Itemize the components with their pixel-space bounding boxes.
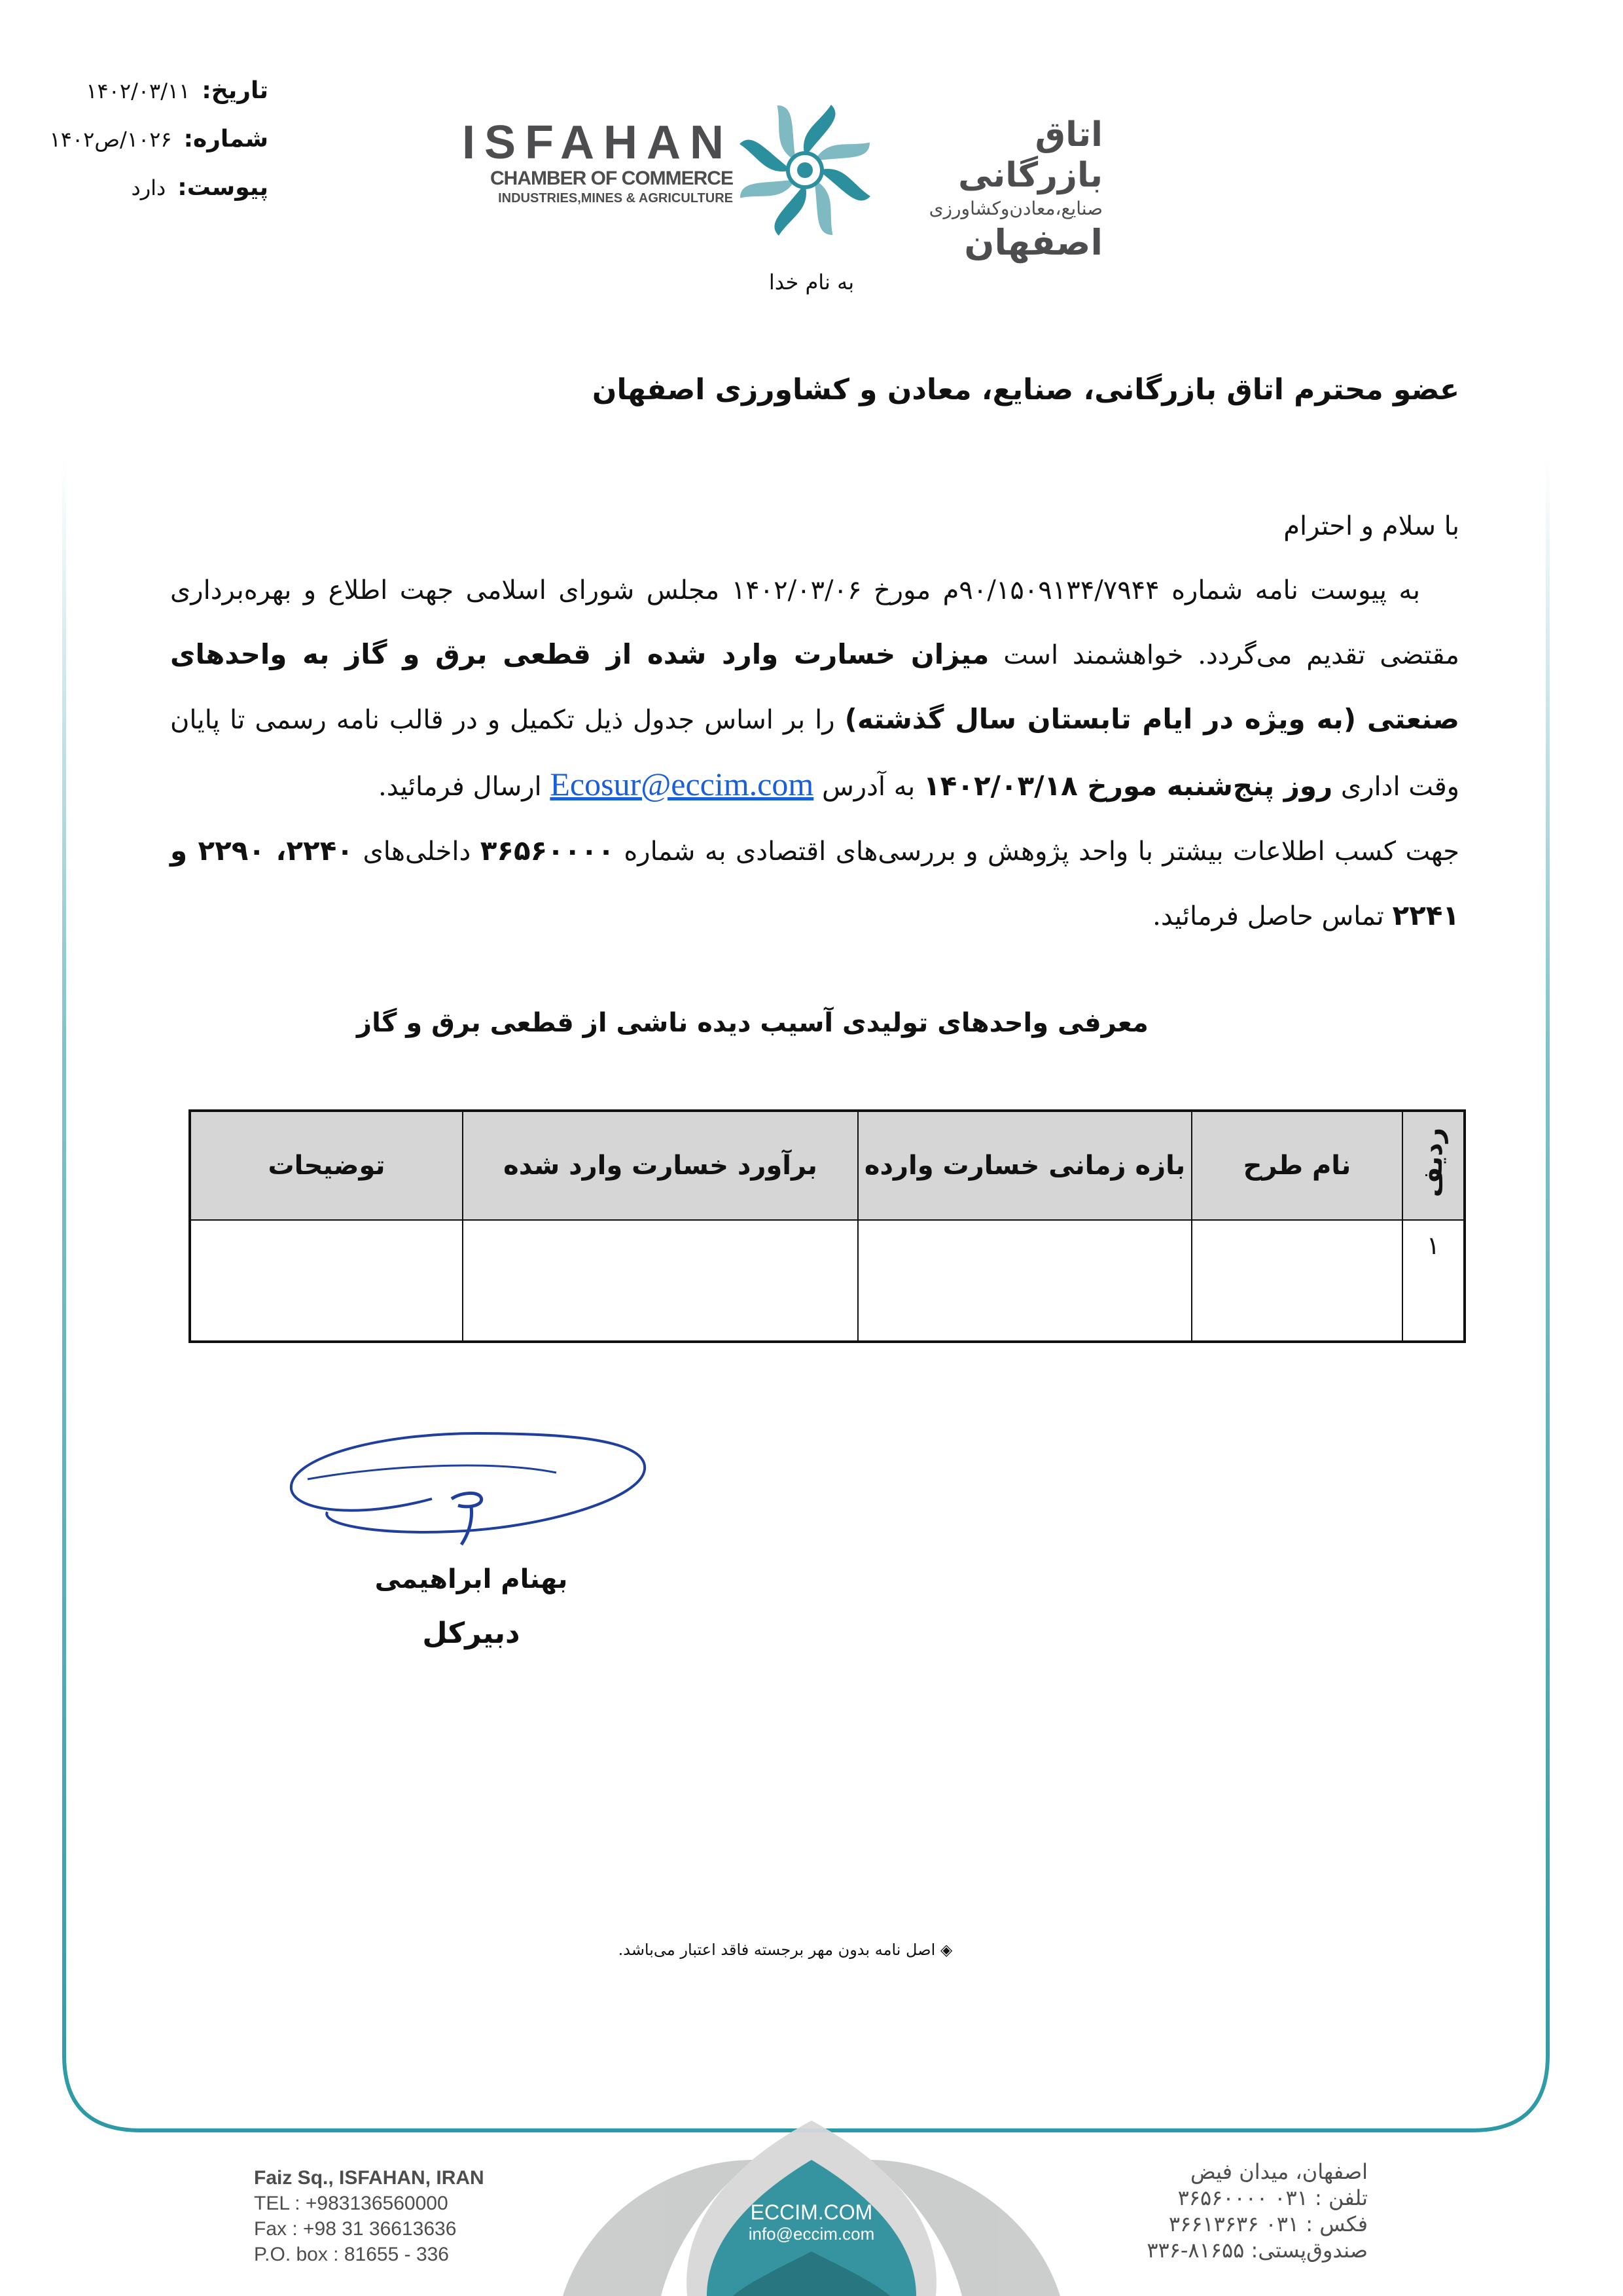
letter-body xyxy=(170,494,1459,948)
p1-mid: را بر اساس جدول ذیل تکمیل و در قالب نامه رسمی تا پایان وقت اداری xyxy=(170,705,1459,802)
cell-notes xyxy=(190,1220,463,1342)
number-row xyxy=(33,126,268,174)
footer-website xyxy=(687,2200,936,2244)
p2-mid: داخلی‌های xyxy=(363,836,471,867)
date-value: ۱۴۰۲/۰۳/۱۱ xyxy=(86,79,190,103)
date-row xyxy=(33,77,268,126)
signature-image xyxy=(281,1420,661,1571)
header-damage-estimate: برآورد خسارت وارد شده xyxy=(463,1111,858,1220)
paragraph-1 xyxy=(170,558,1459,819)
validity-notice xyxy=(589,1941,982,1959)
footer-fa-address: اصفهان، میدان فیض xyxy=(1190,2159,1368,2184)
p1-end: ارسال فرمائید. xyxy=(378,772,542,802)
logo-persian-text xyxy=(880,115,1103,264)
header-row-number xyxy=(1402,1111,1465,1220)
recipient-line: عضو محترم اتاق بازرگانی، صنایع، معادن و کشاورزی اصفهان xyxy=(592,373,1459,406)
date-label: تاریخ: xyxy=(202,77,268,104)
letter-meta xyxy=(33,77,268,223)
p1-bold-damage: میزان خسارت وارد شده از قطعی برق و گاز به واحدهای صنعتی (به ویژه در ایام تابستان سال گذشته) xyxy=(170,638,1460,735)
notice-text: اصل نامه بدون مهر برجسته فاقد اعتبار می‌باشد. xyxy=(618,1941,936,1959)
header-notes: توضیحات xyxy=(190,1111,463,1220)
attachment-label: پیوست: xyxy=(177,174,268,201)
p2-extensions: ۲۲۴۰، ۲۲۹۰ و ۲۲۴۱ xyxy=(170,834,1459,931)
p2-text: جهت کسب اطلاعات بیشتر با واحد پژوهش و بررسی‌های اقتصادی به شماره xyxy=(624,836,1459,867)
p2-end: تماس حاصل فرمائید. xyxy=(1152,901,1384,931)
basmala: به نام خدا xyxy=(768,270,855,295)
footer-en-pobox: P.O. box : 81655 - 336 xyxy=(254,2244,449,2265)
logo-en-line2: CHAMBER OF COMMERCE xyxy=(490,168,733,189)
attachment-row xyxy=(33,174,268,223)
footer-fa-tel: تلفن : ۰۳۱ ۳۶۵۶۰۰۰۰ xyxy=(1177,2185,1368,2210)
diamond-icon: ◈ xyxy=(940,1941,953,1959)
signatory-name: بهنام ابراهیمی xyxy=(374,1564,568,1594)
attachment-value: دارد xyxy=(131,175,166,200)
logo-fa-line1: اتاق بازرگانی xyxy=(958,115,1103,195)
header-project-name: نام طرح xyxy=(1192,1111,1402,1220)
greeting: با سلام و احترام xyxy=(1283,511,1459,541)
table-row xyxy=(190,1220,1465,1342)
footer-english-contact xyxy=(254,2165,529,2267)
footer-en-tel: TEL : +983136560000 xyxy=(254,2193,448,2214)
table-title: معرفی واحدهای تولیدی آسیب دیده ناشی از قطعی برق و گاز xyxy=(357,1008,1149,1038)
footer-fa-pobox: صندوق‌پستی: ۸۱۶۵۵-۳۳۶ xyxy=(1147,2238,1368,2263)
email-link[interactable]: Ecosur@eccim.com xyxy=(550,766,814,802)
footer-persian-contact xyxy=(1106,2159,1368,2263)
info-email[interactable]: info@eccim.com xyxy=(748,2224,875,2244)
chamber-logo-icon xyxy=(733,98,877,242)
number-label: شماره: xyxy=(183,126,268,152)
logo-fa-line3: اصفهان xyxy=(964,222,1103,263)
footer-fa-fax: فکس : ۰۳۱ ۳۶۶۱۳۶۳۶ xyxy=(1168,2212,1368,2236)
cell-row-number: ۱ xyxy=(1402,1220,1465,1342)
p2-phone: ۳۶۵۶۰۰۰۰ xyxy=(480,834,615,867)
footer-en-fax: Fax : +98 31 36613636 xyxy=(254,2218,457,2240)
cell-damage-period xyxy=(858,1220,1192,1342)
header-damage-period: بازه زمانی خسارت وارده xyxy=(858,1111,1192,1220)
p1-bold-deadline: روز پنج‌شنبه مورخ ۱۴۰۲/۰۳/۱۸ xyxy=(923,770,1333,802)
paragraph-2 xyxy=(170,819,1459,948)
logo-en-line3: INDUSTRIES,MINES & AGRICULTURE xyxy=(498,191,733,206)
p1-text: به پیوست نامه شماره ۹۰/۱۵۰۹۱۳۴/۷۹۴۴م مورخ ۱۴۰۲/۰۳/۰۶ مجلس شورای اسلامی جهت اطلاع و بهره‌برداری مقتضی تقدیم می‌گردد. خواهشمند است xyxy=(170,575,1459,670)
footer-en-address: Faiz Sq., ISFAHAN, IRAN xyxy=(254,2167,484,2189)
p1-address-label: به آدرس xyxy=(821,772,916,802)
logo-english-text xyxy=(458,118,733,207)
website-link[interactable]: ECCIM.COM xyxy=(750,2200,873,2224)
cell-damage-estimate xyxy=(463,1220,858,1342)
logo-fa-line2: صنایع،معادن‌وکشاورزی xyxy=(929,198,1103,219)
signatory-title: دبیرکل xyxy=(422,1617,520,1650)
header-row-number-text: ردیف xyxy=(1418,1127,1448,1198)
damage-table xyxy=(188,1109,1466,1343)
number-value: ۱۰۲۶/ص۱۴۰۲ xyxy=(49,127,172,152)
table-header-row xyxy=(190,1111,1465,1220)
cell-project-name xyxy=(1192,1220,1402,1342)
logo-en-line1: ISFAHAN xyxy=(461,117,733,169)
